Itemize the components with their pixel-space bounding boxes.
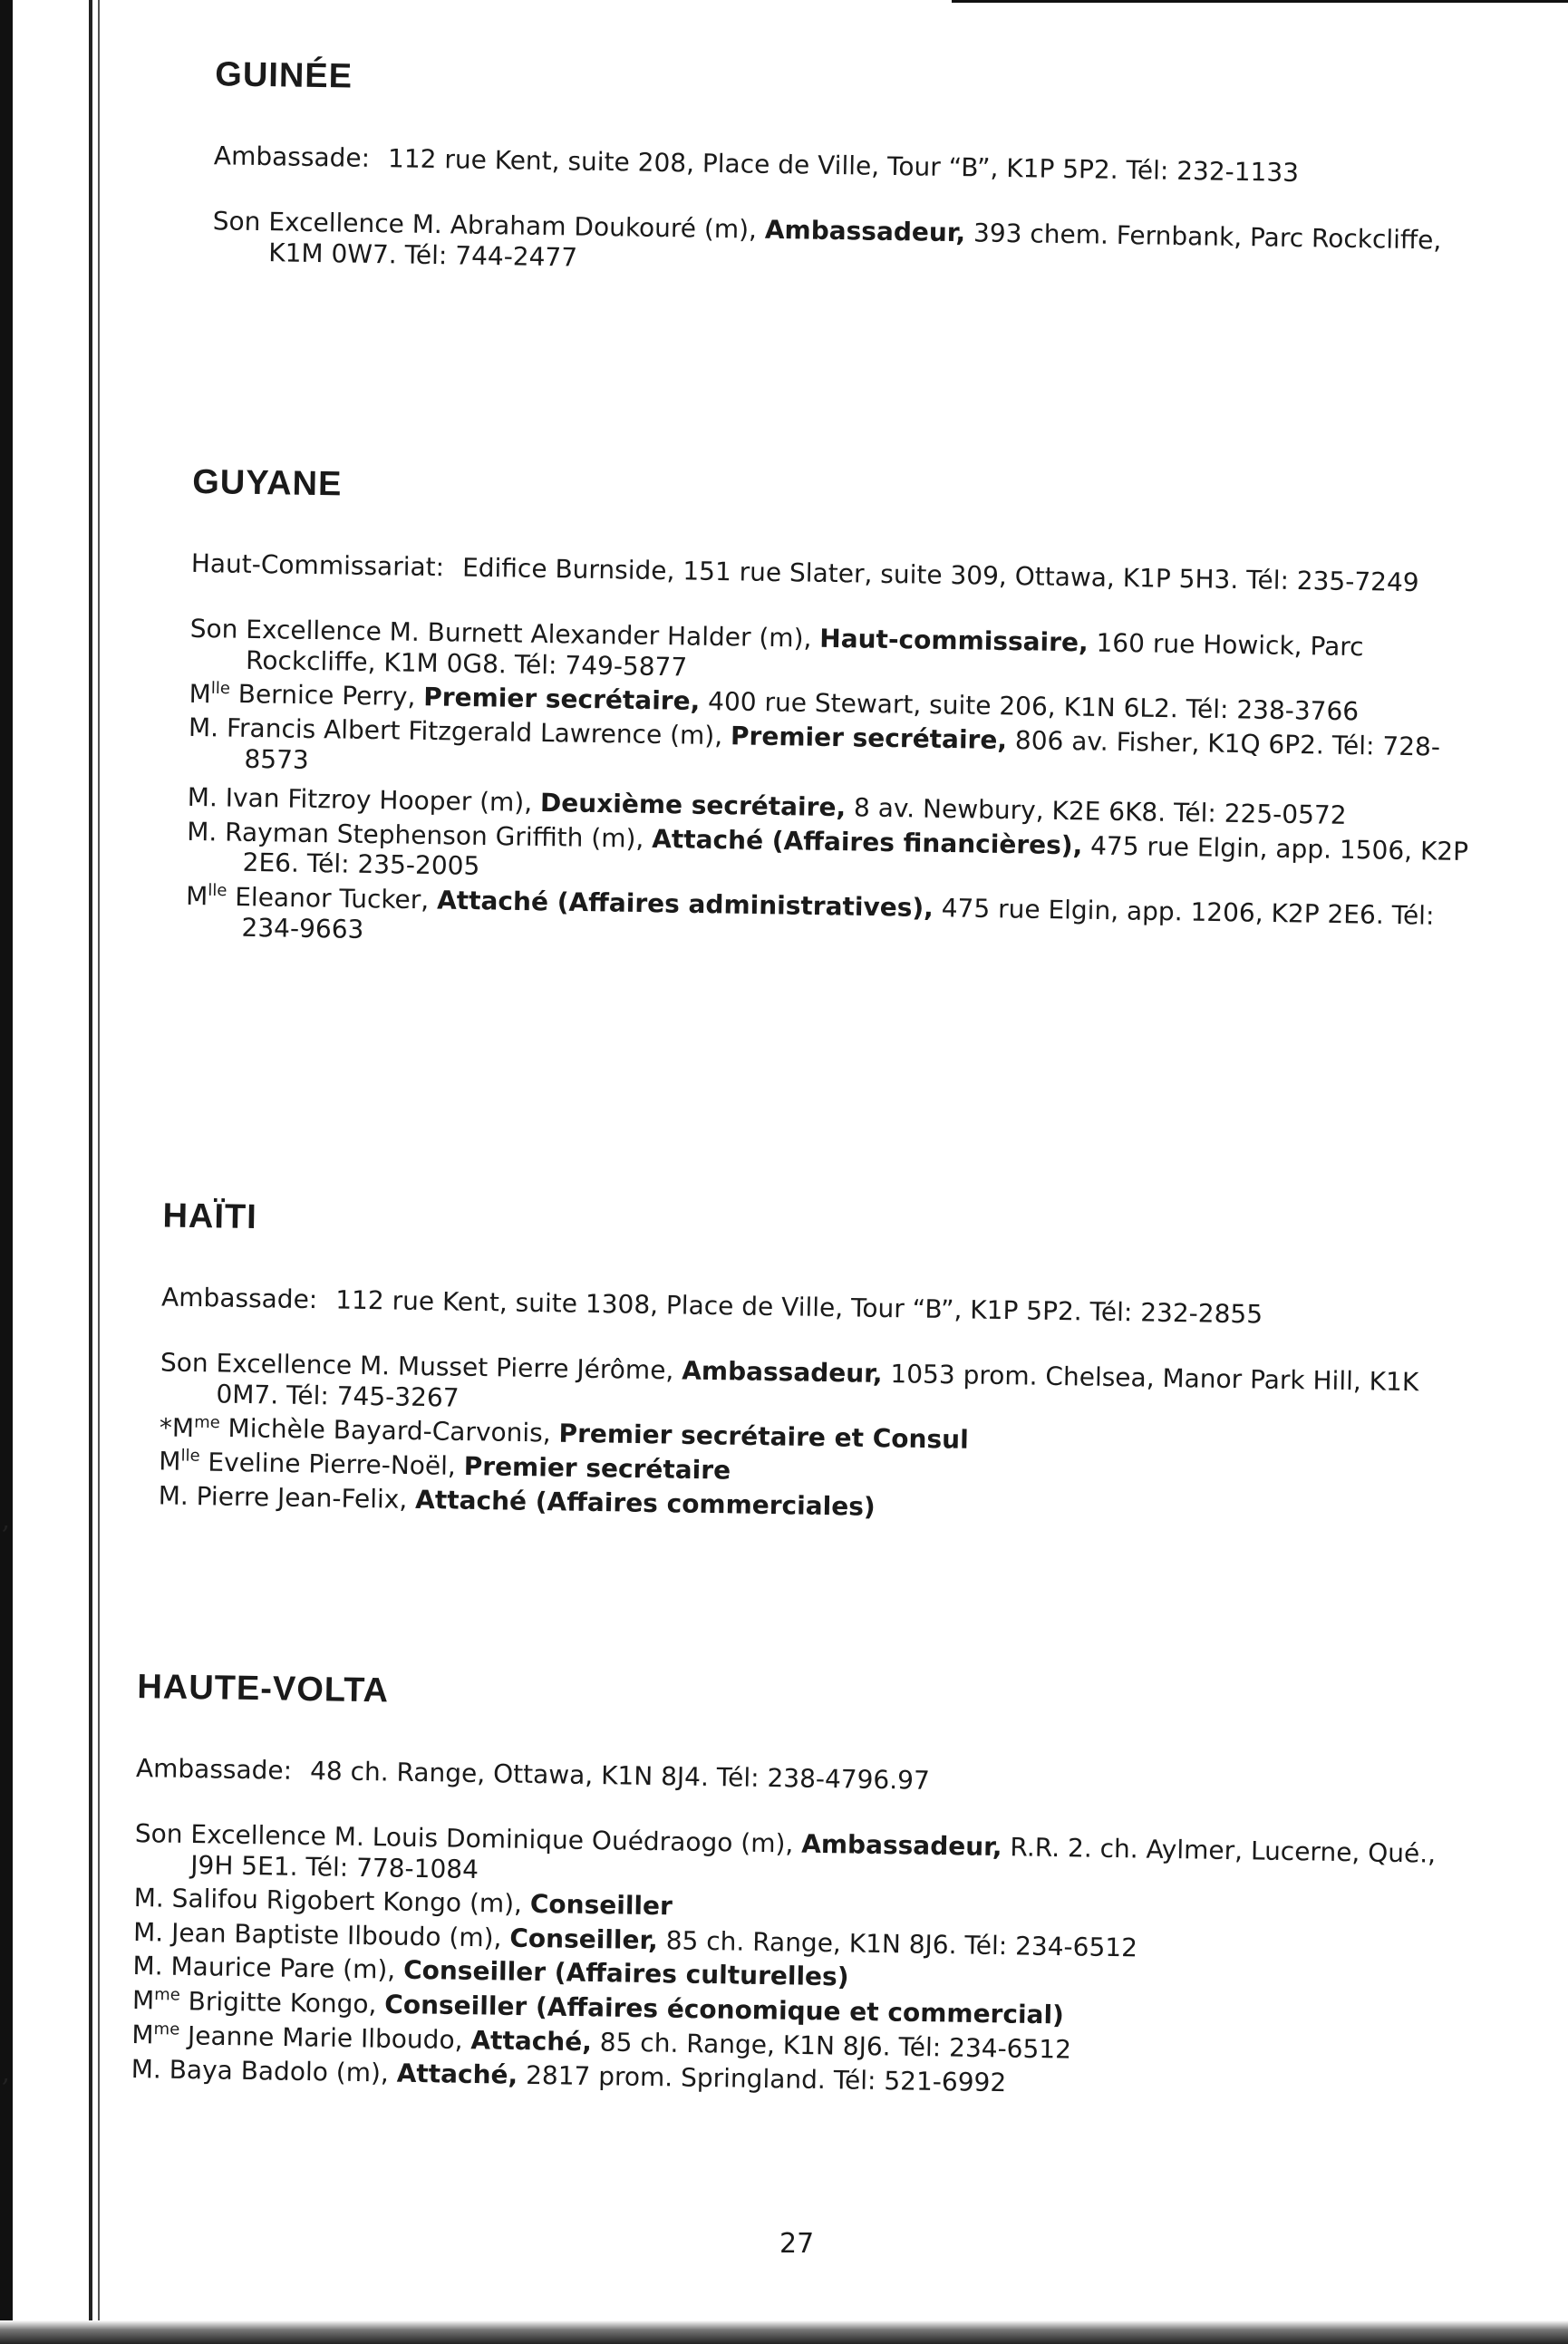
document-page <box>131 36 1495 2098</box>
honorific: Son Excellence M. <box>212 206 443 240</box>
personnel-list <box>212 206 1500 286</box>
honorific: $M^{lle}$ <box>159 1446 200 1477</box>
honorific: Son Excellence M. <box>134 1818 365 1853</box>
country-heading: HAUTE-VOLTA <box>137 1668 390 1710</box>
section-guinee <box>212 55 1503 290</box>
margin-mark: , <box>2 1505 10 1535</box>
person-name: Louis Dominique Ouédraogo (m), <box>372 1822 794 1859</box>
section-guyane <box>185 463 1497 966</box>
person-title: Ambassadeur, <box>681 1355 883 1389</box>
person-title: Attaché (Affaires commerciales) <box>414 1484 876 1522</box>
personnel-list <box>131 1818 1476 2106</box>
personnel-list <box>185 614 1495 963</box>
person-title: Premier secrétaire et Consul <box>558 1418 969 1455</box>
honorific: M. <box>131 2053 162 2085</box>
person-title: Conseiller <box>529 1889 673 1922</box>
person-details: 85 ch. Range, K1N 8J6. Tél: 234-6512 <box>665 1925 1138 1963</box>
person-title: Premier secrétaire, <box>730 721 1008 756</box>
person-details: 85 ch. Range, K1N 8J6. Tél: 234-6512 <box>599 2027 1072 2065</box>
person-details: 160 rue Howick, Parc Rockcliffe, K1M 0G8. Tél: 749-5877 <box>245 627 1364 683</box>
section-haiti <box>158 1196 1486 1535</box>
scan-bottom-edge <box>0 2320 1568 2344</box>
person-name: Musset Pierre Jérôme, <box>397 1351 674 1386</box>
person-title: Conseiller (Affaires économique et commercial) <box>384 1989 1065 2030</box>
person-details: 393 chem. Fernbank, Parc Rockcliffe, K1M 0W7. Tél: 744-2477 <box>268 218 1442 273</box>
person-name: Abraham Doukouré (m), <box>450 209 758 245</box>
person-title: Ambassadeur, <box>764 214 966 248</box>
person-name: Jean Baptiste Ilboudo (m), <box>170 1917 502 1953</box>
scan-binding-edge <box>0 0 13 2344</box>
page-number: 27 <box>779 2228 815 2260</box>
person-name: Rayman Stephenson Griffith (m), <box>224 817 644 854</box>
mission-address: Edifice Burnside, 151 rue Slater, suite 309, Ottawa, K1P 5H3. Tél: 235-7249 <box>461 552 1419 598</box>
margin-mark: , <box>2 2058 10 2087</box>
honorific: M. <box>187 782 218 813</box>
person-name: Michèle Bayard-Carvonis, <box>227 1413 551 1448</box>
person-title: Attaché, <box>470 2025 593 2058</box>
mission-line <box>136 1752 1477 1805</box>
mission-line <box>191 547 1496 600</box>
honorific: $M^{me}$ <box>131 2020 180 2050</box>
person-details: 8 av. Newbury, K2E 6K8. Tél: 225-0572 <box>853 792 1347 831</box>
person-name: Jeanne Marie Ilboudo, <box>187 2020 463 2055</box>
personnel-entry <box>212 206 1500 286</box>
person-details: 806 av. Fisher, K1Q 6P2. Tél: 728-8573 <box>244 725 1441 775</box>
mission-label: Ambassade: <box>160 1282 318 1315</box>
person-details: 2817 prom. Springland. Tél: 521-6992 <box>525 2059 1007 2098</box>
person-name: Brigitte Kongo, <box>188 1986 377 2020</box>
person-name: Francis Albert Fitzgerald Lawrence (m), <box>226 712 723 751</box>
person-title: Attaché (Affaires administratives), <box>436 885 934 924</box>
honorific: M. <box>188 712 219 743</box>
personnel-list <box>158 1347 1484 1532</box>
person-title: Ambassadeur, <box>800 1828 1002 1863</box>
mission-line <box>214 140 1501 191</box>
honorific: M. <box>133 1883 165 1913</box>
honorific: M. <box>186 816 218 848</box>
person-title: Attaché, <box>396 2058 518 2090</box>
person-title: Deuxième secrétaire, <box>539 788 847 823</box>
person-name: Eleanor Tucker, <box>234 882 430 915</box>
country-heading: GUINÉE <box>215 55 353 96</box>
person-details: R.R. 2. ch. Aylmer, Lucerne, Qué., J9H 5E1. Tél: 778-1084 <box>190 1832 1437 1884</box>
scan-binding-line <box>98 0 100 2344</box>
person-name: Maurice Pare (m), <box>170 1952 396 1985</box>
mission-line <box>161 1281 1485 1333</box>
scan-binding-line <box>89 0 92 2344</box>
honorific: M. <box>158 1480 189 1511</box>
mission-address: 112 rue Kent, suite 1308, Place de Ville, Tour “B”, K1P 5P2. Tél: 232-2855 <box>335 1284 1263 1330</box>
mission-label: Ambassade: <box>213 140 371 173</box>
person-details: 1053 prom. Chelsea, Manor Park Hill, K1K 0M7. Tél: 745-3267 <box>216 1359 1419 1413</box>
person-title: Premier secrétaire, <box>423 682 701 717</box>
person-title: Conseiller, <box>509 1923 659 1955</box>
person-title: Attaché (Affaires financières), <box>651 823 1083 861</box>
country-heading: HAÏTI <box>162 1196 258 1237</box>
honorific: $*M^{me}$ <box>159 1411 220 1443</box>
person-name: Eveline Pierre-Noël, <box>208 1447 457 1482</box>
person-name: Baya Badolo (m), <box>169 2054 390 2088</box>
person-name: Pierre Jean-Felix, <box>196 1481 408 1515</box>
person-details: 475 rue Elgin, app. 1206, K2P 2E6. Tél: 234-9663 <box>241 893 1435 944</box>
mission-address: 112 rue Kent, suite 208, Place de Ville, Tour “B”, K1P 5P2. Tél: 232-1133 <box>387 143 1300 189</box>
person-title: Premier secrétaire <box>463 1451 731 1486</box>
mission-address: 48 ch. Range, Ottawa, K1N 8J4. Tél: 238-4796.97 <box>309 1756 931 1796</box>
person-details: 400 rue Stewart, suite 206, K1N 6L2. Tél: 238-3766 <box>707 686 1360 727</box>
honorific: $M^{me}$ <box>131 1985 181 2016</box>
honorific: $M^{lle}$ <box>185 881 227 912</box>
person-name: Ivan Fitzroy Hooper (m), <box>225 782 533 818</box>
person-name: Burnett Alexander Halder (m), <box>427 616 812 654</box>
honorific: M. <box>132 1916 164 1948</box>
person-details: 475 rue Elgin, app. 1506, K2P 2E6. Tél: 235-2005 <box>242 830 1469 882</box>
person-title: Haut-commissaire, <box>819 623 1089 658</box>
person-title: Conseiller (Affaires culturelles) <box>402 1955 849 1992</box>
honorific: Son Excellence M. <box>189 613 421 647</box>
honorific: M. <box>132 1951 163 1981</box>
mission-label: Haut-Commissariat: <box>190 547 445 583</box>
honorific: $M^{lle}$ <box>189 678 231 709</box>
scan-top-rule <box>952 0 1568 3</box>
mission-label: Ambassade: <box>135 1753 293 1786</box>
person-name: Bernice Perry, <box>237 679 416 712</box>
person-name: Salifou Rigobert Kongo (m), <box>171 1883 523 1919</box>
section-haute-volta <box>131 1668 1478 2109</box>
honorific: Son Excellence M. <box>160 1347 391 1381</box>
country-heading: GUYANE <box>191 462 343 504</box>
